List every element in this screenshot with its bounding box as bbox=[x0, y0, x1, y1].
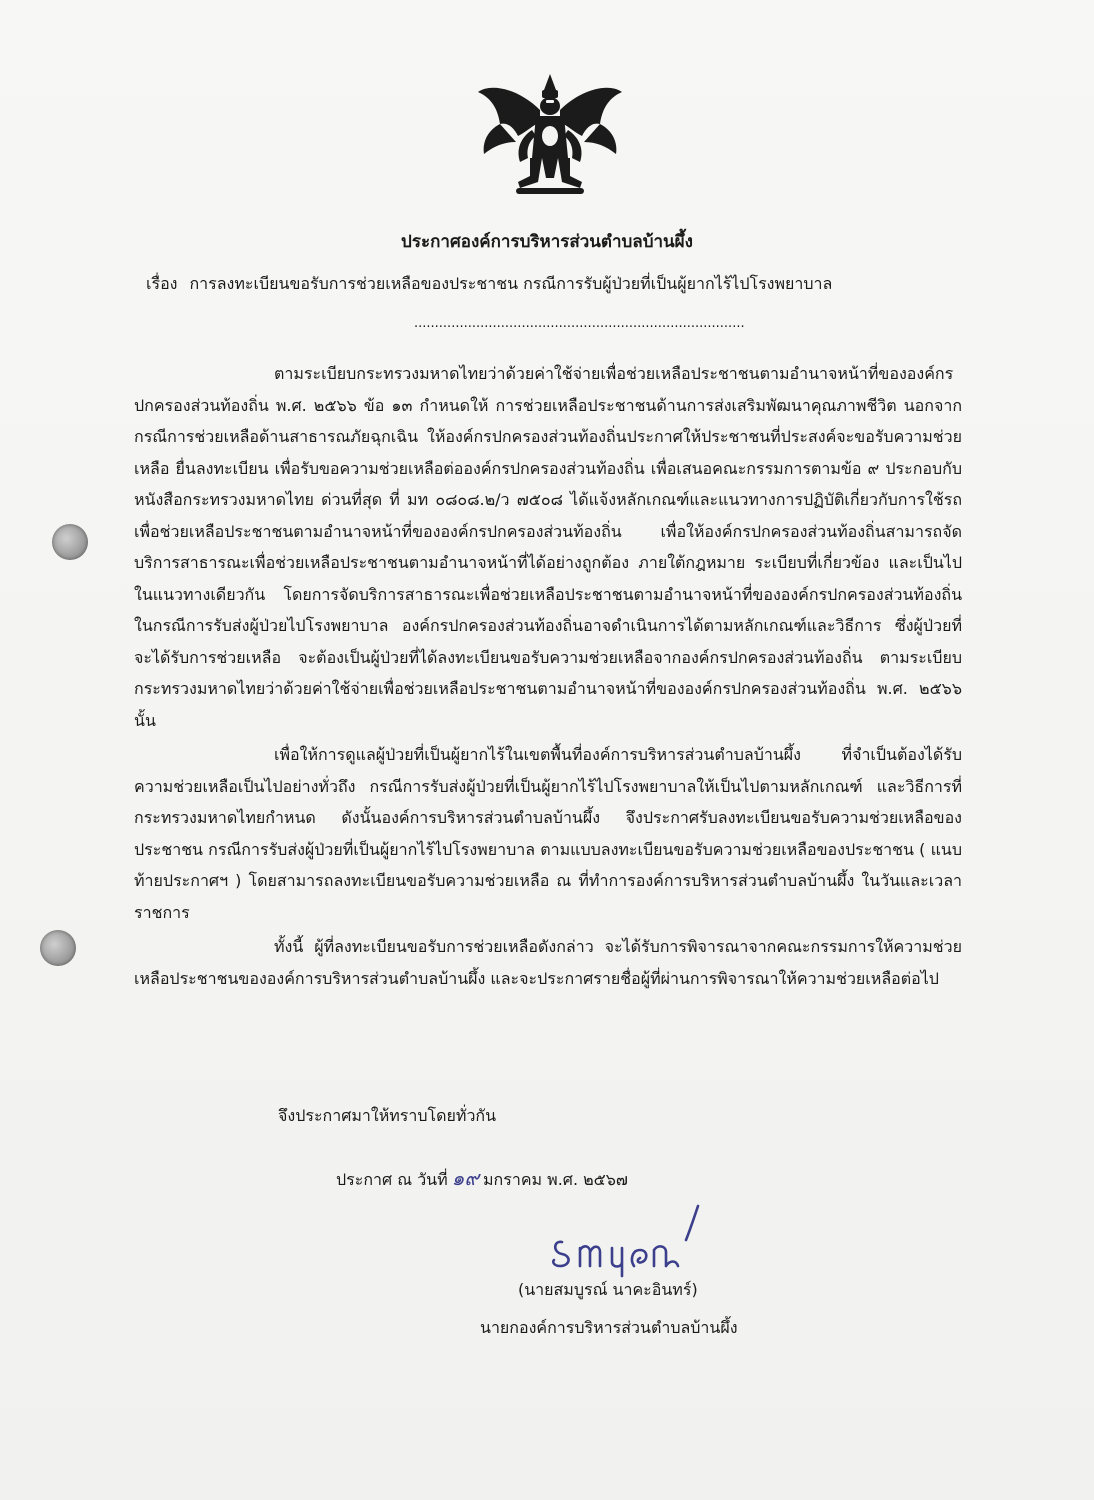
punch-hole-bottom bbox=[40, 930, 76, 966]
handwritten-signature bbox=[540, 1200, 710, 1280]
body-paragraph-3: ทั้งนี้ ผู้ที่ลงทะเบียนขอรับการช่วยเหลือดังกล่าว จะได้รับการพิจารณาจากคณะกรรมการให้ความช่วยเหลือประชาชนขององค์การบริหารส่วนตำบลบ้านผึ้ง และจะประกาศรายชื่อผู้ที่ผ่านการพิจารณาให้ความช่วยเหลือต่อไป bbox=[134, 937, 962, 988]
announcement-date bbox=[336, 1162, 628, 1194]
subject-label: เรื่อง bbox=[146, 274, 178, 293]
document-title: ประกาศองค์การบริหารส่วนตำบลบ้านผึ้ง bbox=[401, 232, 693, 252]
title-divider: ................................................................................ bbox=[414, 316, 745, 331]
punch-hole-top bbox=[52, 524, 88, 560]
garuda-emblem-icon bbox=[470, 70, 630, 202]
document-subject bbox=[146, 272, 976, 297]
closing-statement: จึงประกาศมาให้ทราบโดยทั่วกัน bbox=[278, 1106, 497, 1125]
body-paragraph-1: ตามระเบียบกระทรวงมหาดไทยว่าด้วยค่าใช้จ่ายเพื่อช่วยเหลือประชาชนตามอำนาจหน้าที่ขององค์กรปกครองส่วนท้องถิ่น พ.ศ. ๒๕๖๖ ข้อ ๑๓ กำหนดให้ การช่วยเหลือประชาชนด้านการส่งเสริมพัฒนาคุณภาพชีวิต นอกจากกรณีการช่วยเหลือด้านสาธารณภัยฉุกเฉิน ให้องค์กรปกครองส่วนท้องถิ่นประกาศให้ประชาชนที่ประสงค์จะขอรับความช่วยเหลือ ยื่นลงทะเบียน เพื่อรับขอความช่วยเหลือต่อองค์กรปกครองส่วนท้องถิ่น เพื่อเสนอคณะกรรมการตามข้อ ๙ ประกอบกับหนังสือกระทรวงมหาดไทย ด่วนที่สุด ที่ มท ๐๘๐๘.๒/ว ๗๕๐๘ ได้แจ้งหลักเกณฑ์และแนวทางการปฏิบัติเกี่ยวกับการใช้รถเพื่อช่วยเหลือประชาชนตามอำนาจหน้าที่ขององค์กรปกครองส่วนท้องถิ่น เพื่อให้องค์กรปกครองส่วนท้องถิ่นสามารถจัดบริการสาธารณะเพื่อช่วยเหลือประชาชนตามอำนาจหน้าที่ได้อย่างถูกต้อง ภายใต้กฎหมาย ระเบียบที่เกี่ยวข้อง และเป็นไปในแนวทางเดียวกัน โดยการจัดบริการสาธารณะเพื่อช่วยเหลือประชาชนตามอำนาจหน้าที่ขององค์กรปกครองส่วนท้องถิ่นในกรณีการรับส่งผู้ป่วยไปโรงพยาบาล องค์กรปกครองส่วนท้องถิ่นอาจดำเนินการได้ตามหลักเกณฑ์และวิธีการ ซึ่งผู้ป่วยที่จะได้รับการช่วยเหลือ จะต้องเป็นผู้ป่วยที่ได้ลงทะเบียนขอรับความช่วยเหลือจากองค์กรปกครองส่วนท้องถิ่น ตามระเบียบกระทรวงมหาดไทยว่าด้วยค่าใช้จ่ายเพื่อช่วยเหลือประชาชนตามอำนาจหน้าที่ขององค์กรปกครองส่วนท้องถิ่น พ.ศ. ๒๕๖๖ นั้น bbox=[134, 364, 962, 730]
date-day: ๑๙ bbox=[451, 1166, 479, 1190]
signer-position: นายกองค์การบริหารส่วนตำบลบ้านผึ้ง bbox=[480, 1318, 738, 1337]
document-body bbox=[134, 358, 962, 997]
date-prefix: ประกาศ ณ วันที่ bbox=[336, 1170, 448, 1189]
signer-name: (นายสมบูรณ์ นาคะอินทร์) bbox=[518, 1280, 698, 1299]
date-suffix: มกราคม พ.ศ. ๒๕๖๗ bbox=[483, 1170, 628, 1189]
body-paragraph-2: เพื่อให้การดูแลผู้ป่วยที่เป็นผู้ยากไร้ในเขตพื้นที่องค์การบริหารส่วนตำบลบ้านผึ้ง ที่จำเป็นต้องได้รับความช่วยเหลือเป็นไปอย่างทั่วถึง กรณีการรับส่งผู้ป่วยที่เป็นผู้ยากไร้ไปโรงพยาบาลให้เป็นไปตามหลักเกณฑ์ และวิธีการที่กระทรวงมหาดไทยกำหนด ดังนั้นองค์การบริหารส่วนตำบลบ้านผึ้ง จึงประกาศรับลงทะเบียนขอรับความช่วยเหลือของประชาชน กรณีการรับส่งผู้ป่วยที่เป็นผู้ยากไร้ไปโรงพยาบาล ตามแบบลงทะเบียนขอรับความช่วยเหลือของประชาชน ( แนบท้ายประกาศฯ ) โดยสามารถลงทะเบียนขอรับความช่วยเหลือ ณ ที่ทำการองค์การบริหารส่วนตำบลบ้านผึ้ง ในวันและเวลาราชการ bbox=[134, 745, 962, 922]
subject-text: การลงทะเบียนขอรับการช่วยเหลือของประชาชน กรณีการรับผู้ป่วยที่เป็นผู้ยากไร้ไปโรงพยาบาล bbox=[189, 274, 833, 293]
